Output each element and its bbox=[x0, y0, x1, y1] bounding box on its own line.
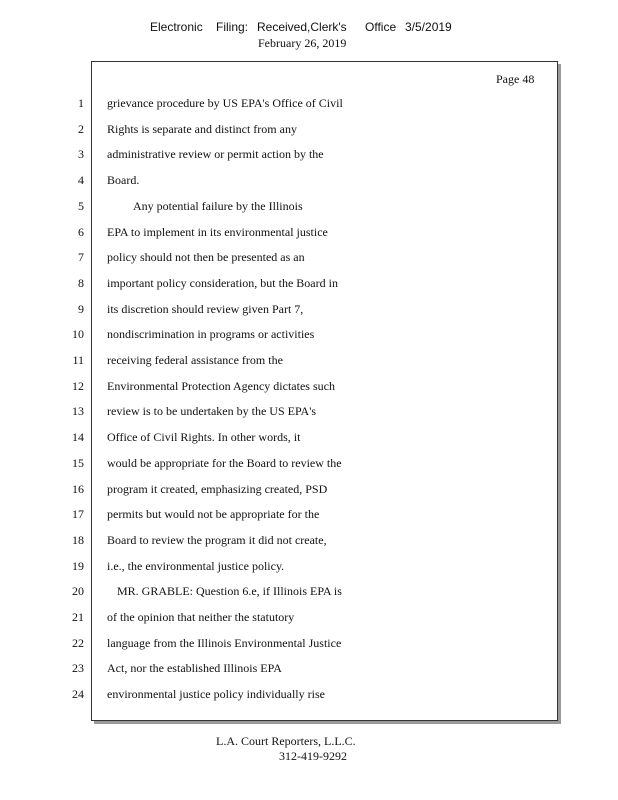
line-text: Act, nor the established Illinois EPA bbox=[107, 661, 282, 675]
line-text: EPA to implement in its environmental justice bbox=[107, 225, 328, 239]
filing-word: Filing: bbox=[216, 20, 249, 34]
line-number: 20 bbox=[72, 584, 84, 598]
line-text: review is to be undertaken by the US EPA's bbox=[107, 404, 317, 418]
line-number: 23 bbox=[72, 661, 84, 675]
line-text: receiving federal assistance from the bbox=[107, 353, 283, 367]
line-number: 9 bbox=[78, 302, 84, 316]
line-number: 8 bbox=[78, 276, 84, 290]
filed-date: February 26, 2019 bbox=[258, 36, 347, 50]
line-text: important policy consideration, but the Board in bbox=[107, 276, 338, 290]
line-number: 1 bbox=[78, 96, 84, 110]
line-number: 16 bbox=[72, 482, 84, 496]
line-text: would be appropriate for the Board to review the bbox=[107, 456, 342, 470]
line-text: environmental justice policy individually rise bbox=[107, 687, 325, 701]
line-text: Rights is separate and distinct from any bbox=[107, 122, 297, 136]
line-number: 4 bbox=[78, 173, 84, 187]
line-text: Board. bbox=[107, 173, 140, 187]
filing-word: Received,Clerk's bbox=[257, 20, 347, 34]
line-text: program it created, emphasizing created, PSD bbox=[107, 482, 328, 496]
line-number: 21 bbox=[72, 610, 84, 624]
line-text: Environmental Protection Agency dictates such bbox=[107, 379, 335, 393]
reporter-phone: 312-419-9292 bbox=[279, 749, 347, 763]
line-number: 10 bbox=[72, 327, 84, 341]
line-text: its discretion should review given Part 7, bbox=[107, 302, 304, 316]
reporter-name: L.A. Court Reporters, L.L.C. bbox=[216, 734, 356, 748]
line-number: 15 bbox=[72, 456, 84, 470]
filing-word: Office bbox=[365, 20, 397, 34]
line-number: 19 bbox=[72, 559, 84, 573]
line-number: 12 bbox=[72, 379, 84, 393]
line-text: of the opinion that neither the statutory bbox=[107, 610, 295, 624]
line-number: 17 bbox=[72, 507, 84, 521]
line-text: grievance procedure by US EPA's Office of Civil bbox=[107, 96, 343, 110]
page-number: Page 48 bbox=[496, 72, 535, 86]
filing-word: 3/5/2019 bbox=[405, 20, 452, 34]
line-text: policy should not then be presented as an bbox=[107, 250, 305, 264]
line-text: MR. GRABLE: Question 6.e, if Illinois EPA is bbox=[117, 584, 342, 598]
line-number: 3 bbox=[78, 147, 84, 161]
line-number: 2 bbox=[78, 122, 84, 136]
line-text: language from the Illinois Environmental Justice bbox=[107, 636, 342, 650]
line-text: Any potential failure by the Illinois bbox=[133, 199, 303, 213]
line-number: 13 bbox=[72, 404, 84, 418]
line-text: i.e., the environmental justice policy. bbox=[107, 559, 285, 573]
line-number: 18 bbox=[72, 533, 84, 547]
line-text: Office of Civil Rights. In other words, it bbox=[107, 430, 301, 444]
filing-word: Electronic bbox=[150, 20, 203, 34]
line-number: 6 bbox=[78, 225, 84, 239]
line-number: 11 bbox=[72, 353, 84, 367]
line-number: 14 bbox=[72, 430, 84, 444]
line-number: 7 bbox=[78, 250, 84, 264]
line-text: permits but would not be appropriate for the bbox=[107, 507, 320, 521]
line-number: 24 bbox=[72, 687, 84, 701]
line-number: 5 bbox=[78, 199, 84, 213]
line-text: administrative review or permit action by the bbox=[107, 147, 324, 161]
line-text: Board to review the program it did not create, bbox=[107, 533, 327, 547]
line-text: nondiscrimination in programs or activities bbox=[107, 327, 315, 341]
line-number: 22 bbox=[72, 636, 84, 650]
